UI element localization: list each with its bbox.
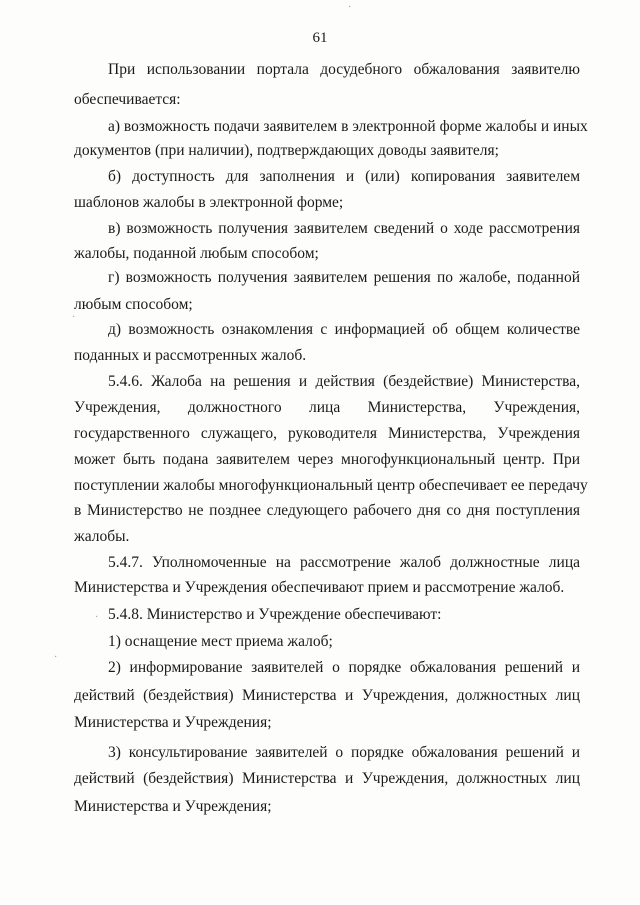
text-line: действий (бездействия) Министерства и Учреждения, должностных лиц	[74, 770, 580, 787]
text-line: Учреждения, должностного лица Министерства, Учреждения,	[74, 399, 580, 416]
text-line: шаблонов жалобы в электронной форме;	[74, 194, 344, 211]
text-line: 5.4.7. Уполномоченные на рассмотрение жалоб должностные лица	[108, 554, 580, 571]
text-line: поданных и рассмотренных жалоб.	[74, 347, 307, 364]
text-line: в) возможность получения заявителем сведений о ходе рассмотрения	[108, 220, 580, 237]
scan-speck: ·	[54, 652, 58, 663]
text-line: обеспечивается:	[74, 91, 181, 108]
text-line: 1) оснащение мест приема жалоб;	[108, 633, 333, 650]
scan-speck: ·	[95, 612, 99, 623]
text-line: действий (бездействия) Министерства и Учреждения, должностных лиц	[74, 687, 580, 704]
text-line: д) возможность ознакомления с информацией об общем количестве	[108, 321, 580, 338]
text-line: жалобы, поданной любым способом;	[74, 245, 319, 262]
text-line: 5.4.8. Министерство и Учреждение обеспечивают:	[108, 606, 442, 623]
text-line: 3) консультирование заявителей о порядке обжалования решений и	[108, 744, 580, 761]
text-line: любым способом;	[74, 296, 193, 313]
scan-speck: ·	[348, 2, 352, 13]
text-line: а) возможность подачи заявителем в электронной форме жалобы и иных	[108, 118, 588, 135]
text-line: жалобы.	[74, 528, 130, 545]
text-line: При использовании портала досудебного обжалования заявителю	[108, 61, 580, 78]
text-line: поступлении жалобы многофункциональный центр обеспечивает ее передачу	[74, 477, 588, 494]
text-line: может быть подана заявителем через многофункциональный центр. При	[74, 451, 580, 468]
scan-speck: ·	[72, 312, 76, 323]
text-line: Министерства и Учреждения;	[74, 798, 272, 815]
text-line: б) доступность для заполнения и (или) копирования заявителем	[108, 168, 580, 185]
text-line: Министерства и Учреждения;	[74, 714, 272, 731]
text-line: 5.4.6. Жалоба на решения и действия (бездействие) Министерства,	[108, 373, 580, 390]
text-line: государственного служащего, руководителя Министерства, Учреждения	[74, 425, 580, 442]
page-number: 61	[312, 30, 328, 46]
text-line: в Министерство не позднее следующего рабочего дня со дня поступления	[74, 502, 580, 519]
text-line: 2) информирование заявителей о порядке обжалования решений и	[108, 659, 580, 676]
text-line: г) возможность получения заявителем решения по жалобе, поданной	[108, 269, 580, 286]
text-line: Министерства и Учреждения обеспечивают прием и рассмотрение жалоб.	[74, 579, 565, 596]
text-line: документов (при наличии), подтверждающих доводы заявителя;	[74, 142, 499, 159]
